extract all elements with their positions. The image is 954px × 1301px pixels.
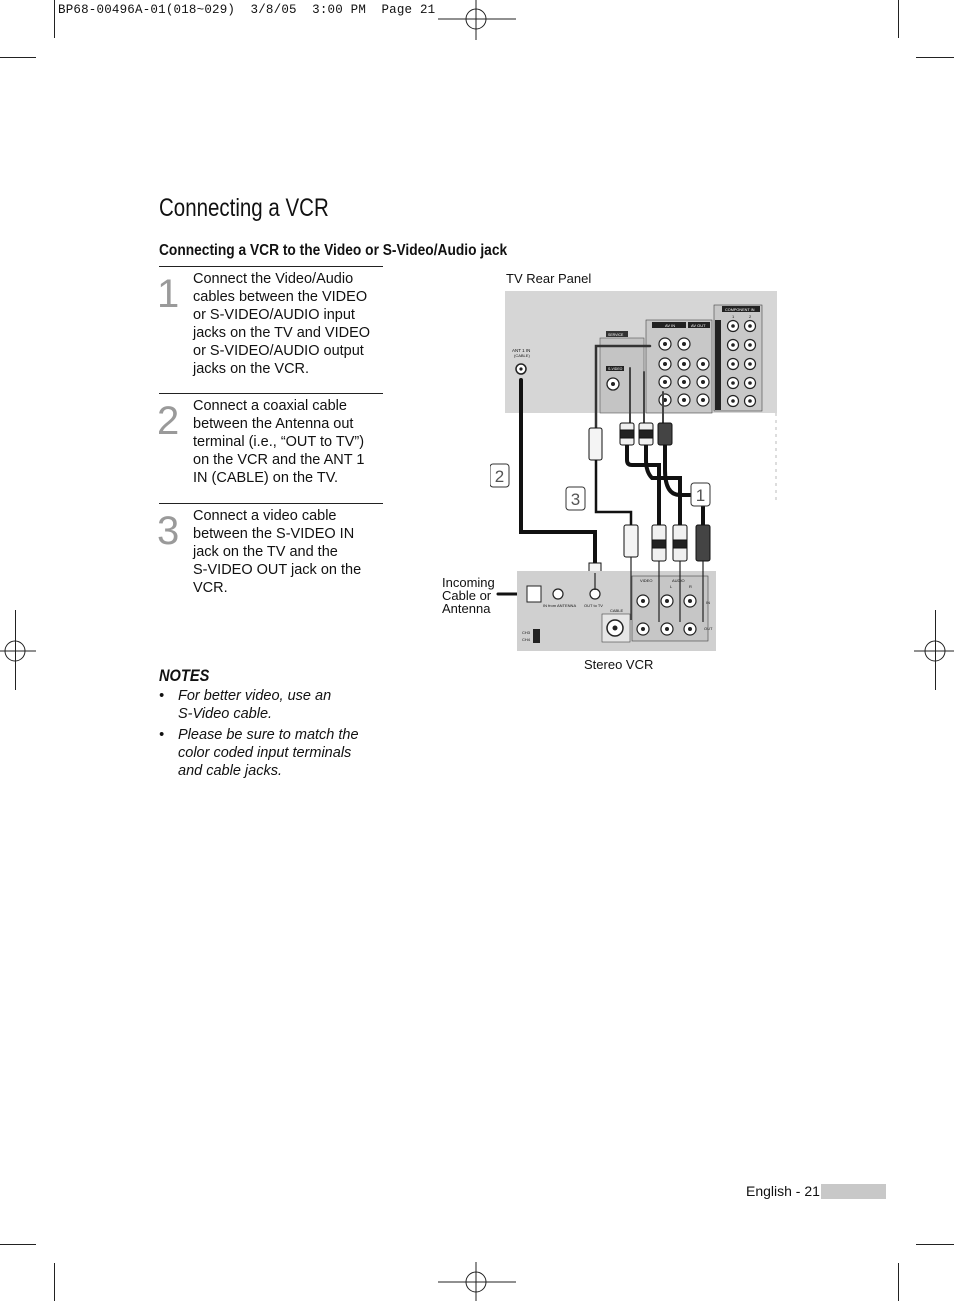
svg-text:(CABLE): (CABLE) <box>514 353 530 358</box>
svg-text:OUT to TV: OUT to TV <box>584 603 603 608</box>
callout-3 <box>566 487 585 510</box>
svg-text:L: L <box>670 584 673 589</box>
incoming-cable-label: Incoming Cable or Antenna <box>442 575 495 616</box>
registration-mark-left <box>0 630 36 672</box>
svg-text:AV OUT: AV OUT <box>691 323 706 328</box>
svg-text:1: 1 <box>695 486 706 505</box>
page-number: English - 21 <box>746 1183 820 1199</box>
svg-text:SERVICE: SERVICE <box>608 333 624 337</box>
svg-text:CABLE: CABLE <box>610 608 624 613</box>
note-item: • For better video, use an S-Video cable. <box>159 688 332 722</box>
svg-text:CH3: CH3 <box>522 630 531 635</box>
svg-text:AV IN: AV IN <box>665 323 676 328</box>
connection-diagram <box>490 288 790 658</box>
callout-2 <box>490 464 509 487</box>
step-divider <box>159 266 383 267</box>
step-number: 2 <box>157 399 180 443</box>
svg-text:OUT: OUT <box>704 626 713 631</box>
svg-text:COMPONENT IN: COMPONENT IN <box>725 308 755 312</box>
svg-text:IN from ANTENNA: IN from ANTENNA <box>543 603 577 608</box>
svg-text:3: 3 <box>570 490 581 509</box>
svg-text:2: 2 <box>749 314 752 319</box>
step-2-text: Connect a coaxial cable between the Antenna out terminal (i.e., “OUT to TV”) on the VCR and the ANT 1 IN (CABLE) on the TV. <box>193 398 365 486</box>
svg-text:2: 2 <box>494 467 505 486</box>
note-item: • Please be sure to match the color coded input terminals and cable jacks. <box>159 727 359 779</box>
registration-mark-bottom <box>436 1262 518 1301</box>
callout-1 <box>691 483 710 506</box>
stereo-vcr-label: Stereo VCR <box>584 657 654 672</box>
svg-text:S-VIDEO: S-VIDEO <box>608 367 623 371</box>
step-divider <box>159 503 383 504</box>
step-3-text: Connect a video cable between the S-VIDEO IN jack on the TV and the S-VIDEO OUT jack on the VCR. <box>193 508 362 596</box>
svg-text:VIDEO: VIDEO <box>640 578 653 583</box>
step-divider <box>159 393 383 394</box>
registration-mark-right <box>914 630 954 672</box>
bullet: • <box>159 727 165 743</box>
svg-text:1: 1 <box>732 314 735 319</box>
step-number: 1 <box>157 272 180 316</box>
svg-text:AUDIO: AUDIO <box>672 578 685 583</box>
vcr-side-plugs <box>589 525 710 573</box>
step-number: 3 <box>157 509 180 553</box>
svg-text:R: R <box>689 584 692 589</box>
step-1-text: Connect the Video/Audio cables between the VIDEO or S-VIDEO/AUDIO input jacks on the TV and VIDEO or S-VIDEO/AUDIO output jacks on the VCR. <box>193 271 371 377</box>
page-number-bar <box>821 1184 886 1199</box>
notes-title: NOTES <box>159 666 210 685</box>
section-heading: Connecting a VCR to the Video or S-Video/Audio jack <box>159 242 508 259</box>
tv-rear-panel-label: TV Rear Panel <box>506 271 592 286</box>
tv-side-plugs <box>589 423 672 460</box>
svg-text:CH4: CH4 <box>522 637 531 642</box>
bullet: • <box>159 688 165 704</box>
page-title: Connecting a VCR <box>159 194 329 222</box>
registration-mark-top <box>436 0 518 40</box>
svg-text:ANT 1 IN: ANT 1 IN <box>512 348 531 353</box>
svg-text:IN: IN <box>706 600 710 605</box>
print-header: BP68-00496A-01(018~029) 3/8/05 3:00 PM Page 21 <box>58 3 436 17</box>
